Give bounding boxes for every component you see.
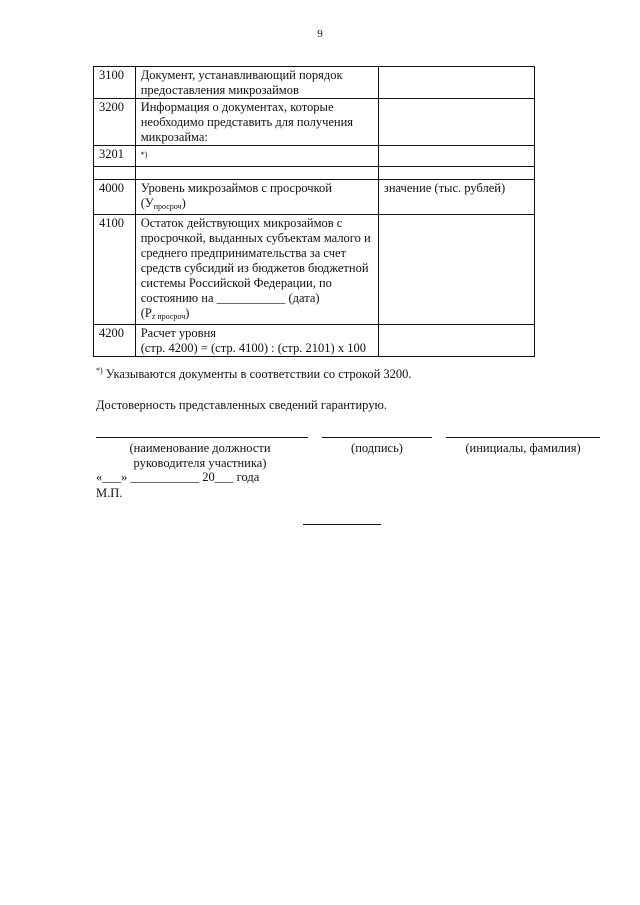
row-code: 4100 — [94, 215, 136, 325]
row-description — [135, 180, 378, 215]
footnote-marker: *) — [96, 366, 103, 375]
footnote — [96, 366, 412, 382]
signature-label: (подпись) — [351, 441, 403, 455]
row-value — [378, 325, 534, 357]
footnote-marker: *) — [140, 150, 148, 159]
position-label: (наименование должности руководителя участника) — [129, 441, 271, 470]
row-description-formula: (стр. 4200) = (стр. 4100) : (стр. 2101) x 100 — [140, 341, 366, 355]
row-description-text: Остаток действующих микрозаймов с просрочкой, выданных субъектам малого и среднего предпринимательства за счет средств субсидий из бюджетов бюджетной системы Российской Федерации, по состоянию на ___________ (дата) — [140, 216, 371, 305]
table-row — [94, 146, 535, 167]
row-description: Документ, устанавливающий порядок предоставления микрозаймов — [135, 67, 378, 99]
row-code: 3201 — [94, 146, 136, 167]
row-value — [378, 215, 534, 325]
formula: $(У_{просроч})$ — [140, 196, 186, 211]
table-row — [94, 67, 535, 99]
table-row — [94, 99, 535, 146]
position-signature-line — [96, 437, 308, 438]
row-code: 3200 — [94, 99, 136, 146]
row-description — [135, 146, 378, 167]
footnote-text: Указываются документы в соответствии со строкой 3200. — [102, 367, 412, 381]
end-divider — [303, 524, 381, 525]
row-description-text: Расчет уровня — [140, 326, 217, 340]
row-description-text: Уровень микрозаймов с просрочкой — [140, 181, 332, 195]
table-row — [94, 215, 535, 325]
date-line: «___» ___________ 20___ года — [96, 470, 260, 484]
form-table — [93, 66, 535, 357]
guarantee-statement: Достоверность представленных сведений гарантирую. — [96, 398, 387, 412]
row-value — [378, 146, 534, 167]
name-label: (инициалы, фамилия) — [465, 441, 581, 455]
row-code: 4200 — [94, 325, 136, 357]
row-description: Информация о документах, которые необходимо представить для получения микрозайма: — [135, 99, 378, 146]
name-signature-line — [446, 437, 600, 438]
table-row — [94, 180, 535, 215]
signature-line — [322, 437, 432, 438]
page-number: 9 — [317, 28, 323, 40]
row-code: 3100 — [94, 67, 136, 99]
row-value: значение (тыс. рублей) — [378, 180, 534, 215]
table-row — [94, 325, 535, 357]
row-value — [378, 67, 534, 99]
formula: $(P_{z просроч})$ — [140, 306, 190, 321]
row-value — [378, 99, 534, 146]
stamp-place: М.П. — [96, 486, 123, 500]
row-description — [135, 215, 378, 325]
row-code: 4000 — [94, 180, 136, 215]
table-spacer-row — [94, 167, 535, 180]
row-description — [135, 325, 378, 357]
